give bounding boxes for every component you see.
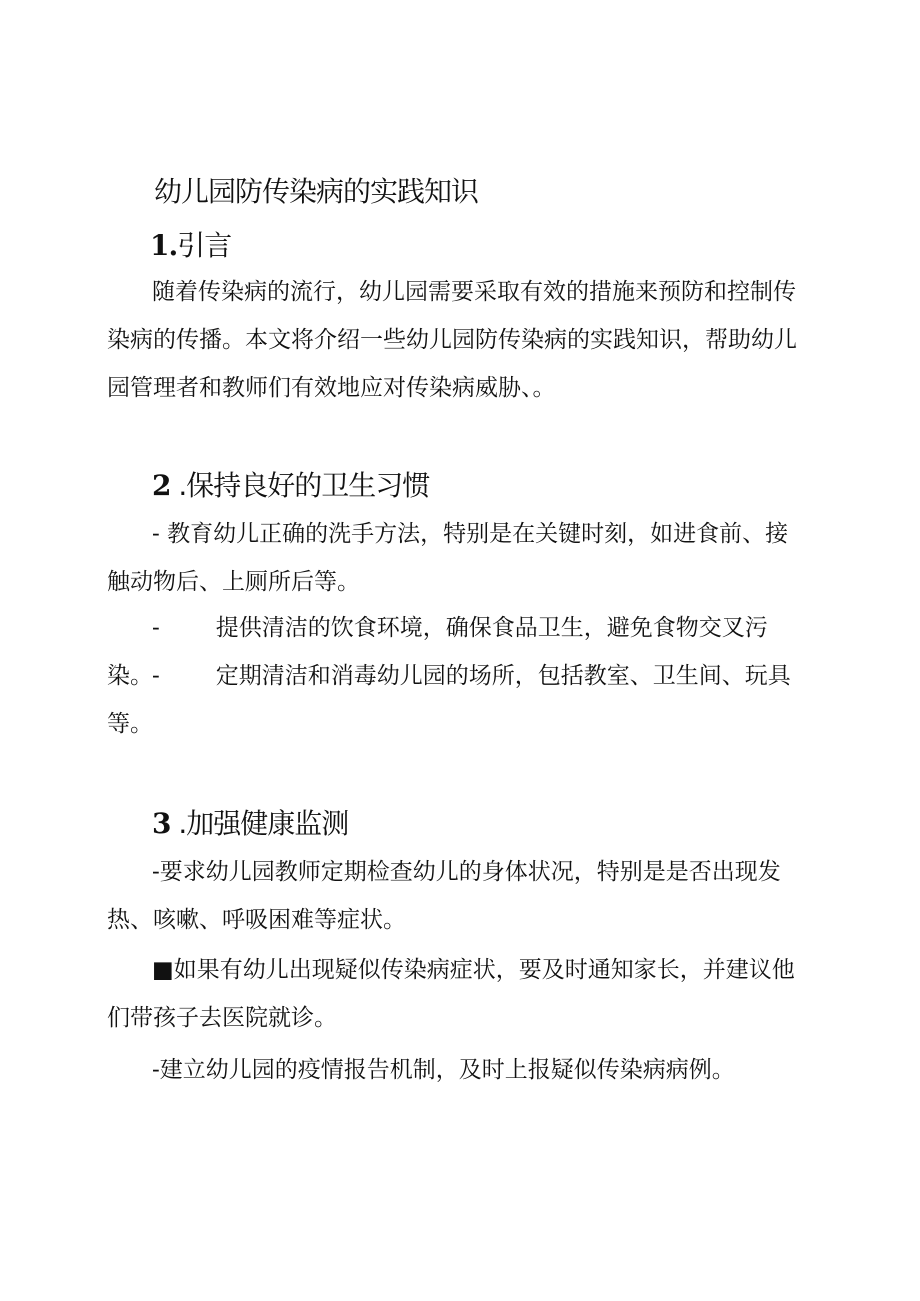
hygiene-item-3 — [107, 652, 807, 748]
monitoring-item-2 — [107, 946, 807, 1042]
hygiene-item-1-text: 教育幼儿正确的洗手方法，特别是在关键时刻，如进食前、接触动物后、上厕所后等。 — [107, 521, 789, 595]
hygiene-item-1-bullet: - — [152, 521, 160, 547]
hygiene-item-1 — [107, 510, 807, 606]
section-2-number: 2 — [152, 469, 171, 502]
section-1-title: 引言 — [177, 229, 232, 262]
hygiene-item-2-bullet: - — [152, 615, 160, 641]
monitoring-item-1 — [107, 848, 807, 944]
monitoring-item-1-text: 要求幼儿园教师定期检查幼儿的身体状况，特别是是否出现发热、咳嗽、呼吸困难等症状。 — [107, 859, 781, 933]
section-1-heading — [150, 226, 231, 266]
section-3-number: 3 — [152, 807, 171, 840]
section-3-title: .加强健康监测 — [178, 807, 349, 840]
hygiene-item-2-text: 提供清洁的饮食环境，确保食品卫生，避免食物交叉污染。 — [107, 615, 768, 689]
monitoring-item-2-text: 如果有幼儿出现疑似传染病症状，要及时通知家长，并建议他们带孩子去医院就诊。 — [107, 957, 795, 1031]
monitoring-item-3-bullet: - — [152, 1057, 160, 1083]
section-2-heading — [152, 466, 429, 506]
hygiene-item-3-bullet: - — [152, 663, 160, 689]
monitoring-item-2-bullet: ■ — [152, 957, 174, 983]
section-3-heading — [152, 804, 348, 844]
document-title: 幼儿园防传染病的实践知识 — [154, 175, 479, 208]
section-2-title: .保持良好的卫生习惯 — [178, 469, 430, 502]
monitoring-item-3 — [107, 1046, 807, 1094]
monitoring-item-1-bullet: - — [152, 859, 160, 885]
intro-paragraph: 随着传染病的流行，幼儿园需要采取有效的措施来预防和控制传染病的传播。本文将介绍一些幼儿园防传染病的实践知识，帮助幼儿园管理者和教师们有效地应对传染病威胁、。 — [107, 279, 797, 401]
section-1-number: 1. — [150, 229, 178, 262]
hygiene-item-3-text: 定期清洁和消毒幼儿园的场所，包括教室、卫生间、玩具等。 — [107, 663, 791, 737]
monitoring-item-3-text: 建立幼儿园的疫情报告机制，及时上报疑似传染病病例。 — [159, 1057, 735, 1083]
